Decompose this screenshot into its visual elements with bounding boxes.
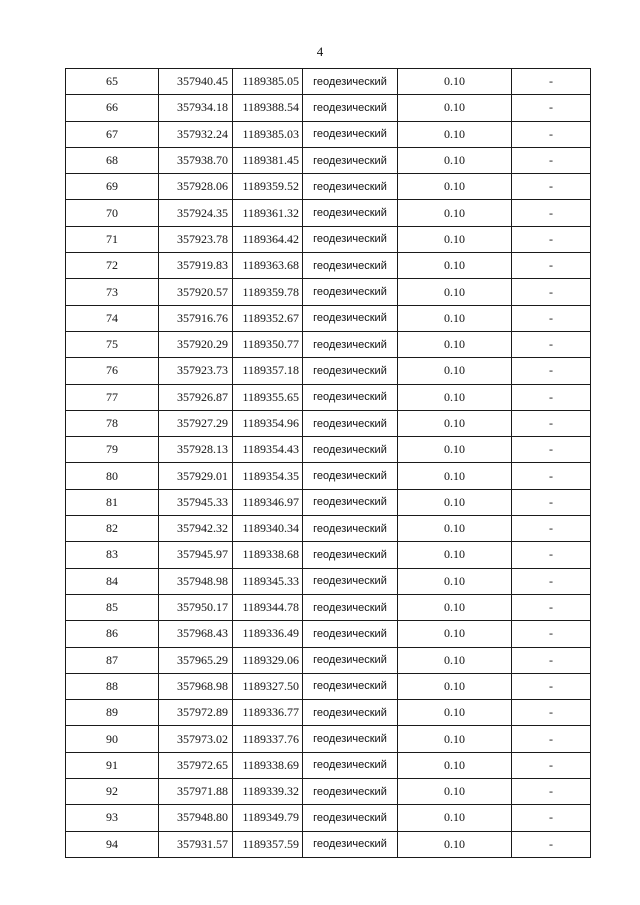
method-cell: геодезический bbox=[303, 779, 398, 805]
x-coordinate-cell: 357973.02 bbox=[159, 726, 233, 752]
x-coordinate-cell: 357924.35 bbox=[159, 200, 233, 226]
table-row bbox=[66, 779, 591, 805]
table-row bbox=[66, 647, 591, 673]
description-cell: - bbox=[512, 174, 591, 200]
y-coordinate-cell: 1189339.32 bbox=[233, 779, 303, 805]
accuracy-cell: 0.10 bbox=[398, 437, 512, 463]
method-cell: геодезический bbox=[303, 279, 398, 305]
table-row bbox=[66, 331, 591, 357]
y-coordinate-cell: 1189349.79 bbox=[233, 805, 303, 831]
x-coordinate-cell: 357931.57 bbox=[159, 831, 233, 857]
accuracy-cell: 0.10 bbox=[398, 779, 512, 805]
y-coordinate-cell: 1189327.50 bbox=[233, 673, 303, 699]
accuracy-cell: 0.10 bbox=[398, 279, 512, 305]
table-row bbox=[66, 384, 591, 410]
accuracy-cell: 0.10 bbox=[398, 805, 512, 831]
x-coordinate-cell: 357923.73 bbox=[159, 358, 233, 384]
point-number-cell: 79 bbox=[66, 437, 159, 463]
y-coordinate-cell: 1189354.96 bbox=[233, 410, 303, 436]
table-row bbox=[66, 174, 591, 200]
accuracy-cell: 0.10 bbox=[398, 410, 512, 436]
y-coordinate-cell: 1189385.05 bbox=[233, 69, 303, 95]
method-cell: геодезический bbox=[303, 752, 398, 778]
y-coordinate-cell: 1189340.34 bbox=[233, 516, 303, 542]
method-cell: геодезический bbox=[303, 253, 398, 279]
y-coordinate-cell: 1189385.03 bbox=[233, 121, 303, 147]
y-coordinate-cell: 1189346.97 bbox=[233, 489, 303, 515]
x-coordinate-cell: 357928.06 bbox=[159, 174, 233, 200]
table-row bbox=[66, 726, 591, 752]
method-cell: геодезический bbox=[303, 673, 398, 699]
description-cell: - bbox=[512, 463, 591, 489]
accuracy-cell: 0.10 bbox=[398, 673, 512, 699]
description-cell: - bbox=[512, 437, 591, 463]
x-coordinate-cell: 357938.70 bbox=[159, 147, 233, 173]
point-number-cell: 66 bbox=[66, 95, 159, 121]
accuracy-cell: 0.10 bbox=[398, 358, 512, 384]
y-coordinate-cell: 1189359.78 bbox=[233, 279, 303, 305]
description-cell: - bbox=[512, 121, 591, 147]
table-row bbox=[66, 95, 591, 121]
method-cell: геодезический bbox=[303, 463, 398, 489]
accuracy-cell: 0.10 bbox=[398, 463, 512, 489]
description-cell: - bbox=[512, 253, 591, 279]
method-cell: геодезический bbox=[303, 700, 398, 726]
description-cell: - bbox=[512, 226, 591, 252]
table-row bbox=[66, 568, 591, 594]
x-coordinate-cell: 357919.83 bbox=[159, 253, 233, 279]
point-number-cell: 74 bbox=[66, 305, 159, 331]
accuracy-cell: 0.10 bbox=[398, 700, 512, 726]
x-coordinate-cell: 357928.13 bbox=[159, 437, 233, 463]
y-coordinate-cell: 1189345.33 bbox=[233, 568, 303, 594]
description-cell: - bbox=[512, 805, 591, 831]
point-number-cell: 90 bbox=[66, 726, 159, 752]
point-number-cell: 69 bbox=[66, 174, 159, 200]
method-cell: геодезический bbox=[303, 489, 398, 515]
method-cell: геодезический bbox=[303, 174, 398, 200]
y-coordinate-cell: 1189336.77 bbox=[233, 700, 303, 726]
description-cell: - bbox=[512, 358, 591, 384]
y-coordinate-cell: 1189354.35 bbox=[233, 463, 303, 489]
accuracy-cell: 0.10 bbox=[398, 489, 512, 515]
method-cell: геодезический bbox=[303, 200, 398, 226]
x-coordinate-cell: 357926.87 bbox=[159, 384, 233, 410]
y-coordinate-cell: 1189336.49 bbox=[233, 621, 303, 647]
accuracy-cell: 0.10 bbox=[398, 726, 512, 752]
method-cell: геодезический bbox=[303, 437, 398, 463]
table-row bbox=[66, 542, 591, 568]
x-coordinate-cell: 357948.80 bbox=[159, 805, 233, 831]
y-coordinate-cell: 1189388.54 bbox=[233, 95, 303, 121]
accuracy-cell: 0.10 bbox=[398, 647, 512, 673]
accuracy-cell: 0.10 bbox=[398, 621, 512, 647]
method-cell: геодезический bbox=[303, 594, 398, 620]
x-coordinate-cell: 357965.29 bbox=[159, 647, 233, 673]
table-row bbox=[66, 805, 591, 831]
point-number-cell: 73 bbox=[66, 279, 159, 305]
point-number-cell: 68 bbox=[66, 147, 159, 173]
x-coordinate-cell: 357916.76 bbox=[159, 305, 233, 331]
table-row bbox=[66, 69, 591, 95]
accuracy-cell: 0.10 bbox=[398, 305, 512, 331]
y-coordinate-cell: 1189357.59 bbox=[233, 831, 303, 857]
x-coordinate-cell: 357920.29 bbox=[159, 331, 233, 357]
y-coordinate-cell: 1189338.68 bbox=[233, 542, 303, 568]
accuracy-cell: 0.10 bbox=[398, 200, 512, 226]
x-coordinate-cell: 357945.97 bbox=[159, 542, 233, 568]
table-row bbox=[66, 831, 591, 857]
point-number-cell: 94 bbox=[66, 831, 159, 857]
y-coordinate-cell: 1189364.42 bbox=[233, 226, 303, 252]
y-coordinate-cell: 1189381.45 bbox=[233, 147, 303, 173]
y-coordinate-cell: 1189338.69 bbox=[233, 752, 303, 778]
method-cell: геодезический bbox=[303, 358, 398, 384]
x-coordinate-cell: 357927.29 bbox=[159, 410, 233, 436]
description-cell: - bbox=[512, 568, 591, 594]
accuracy-cell: 0.10 bbox=[398, 331, 512, 357]
description-cell: - bbox=[512, 384, 591, 410]
accuracy-cell: 0.10 bbox=[398, 594, 512, 620]
point-number-cell: 84 bbox=[66, 568, 159, 594]
x-coordinate-cell: 357934.18 bbox=[159, 95, 233, 121]
point-number-cell: 82 bbox=[66, 516, 159, 542]
table-row bbox=[66, 279, 591, 305]
description-cell: - bbox=[512, 594, 591, 620]
method-cell: геодезический bbox=[303, 805, 398, 831]
y-coordinate-cell: 1189361.32 bbox=[233, 200, 303, 226]
method-cell: геодезический bbox=[303, 147, 398, 173]
method-cell: геодезический bbox=[303, 69, 398, 95]
accuracy-cell: 0.10 bbox=[398, 831, 512, 857]
method-cell: геодезический bbox=[303, 516, 398, 542]
y-coordinate-cell: 1189355.65 bbox=[233, 384, 303, 410]
accuracy-cell: 0.10 bbox=[398, 516, 512, 542]
x-coordinate-cell: 357945.33 bbox=[159, 489, 233, 515]
description-cell: - bbox=[512, 673, 591, 699]
accuracy-cell: 0.10 bbox=[398, 253, 512, 279]
table-row bbox=[66, 463, 591, 489]
point-number-cell: 93 bbox=[66, 805, 159, 831]
table-row bbox=[66, 673, 591, 699]
method-cell: геодезический bbox=[303, 384, 398, 410]
description-cell: - bbox=[512, 331, 591, 357]
method-cell: геодезический bbox=[303, 95, 398, 121]
method-cell: геодезический bbox=[303, 331, 398, 357]
description-cell: - bbox=[512, 542, 591, 568]
point-number-cell: 75 bbox=[66, 331, 159, 357]
y-coordinate-cell: 1189337.76 bbox=[233, 726, 303, 752]
point-number-cell: 72 bbox=[66, 253, 159, 279]
y-coordinate-cell: 1189344.78 bbox=[233, 594, 303, 620]
description-cell: - bbox=[512, 647, 591, 673]
table-row bbox=[66, 594, 591, 620]
x-coordinate-cell: 357972.65 bbox=[159, 752, 233, 778]
y-coordinate-cell: 1189354.43 bbox=[233, 437, 303, 463]
method-cell: геодезический bbox=[303, 726, 398, 752]
point-number-cell: 67 bbox=[66, 121, 159, 147]
table-row bbox=[66, 621, 591, 647]
x-coordinate-cell: 357968.43 bbox=[159, 621, 233, 647]
x-coordinate-cell: 357950.17 bbox=[159, 594, 233, 620]
description-cell: - bbox=[512, 752, 591, 778]
description-cell: - bbox=[512, 410, 591, 436]
y-coordinate-cell: 1189359.52 bbox=[233, 174, 303, 200]
description-cell: - bbox=[512, 516, 591, 542]
point-number-cell: 92 bbox=[66, 779, 159, 805]
x-coordinate-cell: 357971.88 bbox=[159, 779, 233, 805]
point-number-cell: 91 bbox=[66, 752, 159, 778]
method-cell: геодезический bbox=[303, 647, 398, 673]
point-number-cell: 87 bbox=[66, 647, 159, 673]
x-coordinate-cell: 357920.57 bbox=[159, 279, 233, 305]
x-coordinate-cell: 357932.24 bbox=[159, 121, 233, 147]
description-cell: - bbox=[512, 69, 591, 95]
x-coordinate-cell: 357929.01 bbox=[159, 463, 233, 489]
description-cell: - bbox=[512, 831, 591, 857]
x-coordinate-cell: 357968.98 bbox=[159, 673, 233, 699]
table-row bbox=[66, 700, 591, 726]
table-row bbox=[66, 410, 591, 436]
table-row bbox=[66, 516, 591, 542]
description-cell: - bbox=[512, 147, 591, 173]
point-number-cell: 89 bbox=[66, 700, 159, 726]
x-coordinate-cell: 357948.98 bbox=[159, 568, 233, 594]
accuracy-cell: 0.10 bbox=[398, 384, 512, 410]
description-cell: - bbox=[512, 700, 591, 726]
coordinates-table-body bbox=[66, 69, 591, 858]
accuracy-cell: 0.10 bbox=[398, 69, 512, 95]
y-coordinate-cell: 1189352.67 bbox=[233, 305, 303, 331]
table-row bbox=[66, 305, 591, 331]
x-coordinate-cell: 357923.78 bbox=[159, 226, 233, 252]
y-coordinate-cell: 1189357.18 bbox=[233, 358, 303, 384]
point-number-cell: 70 bbox=[66, 200, 159, 226]
y-coordinate-cell: 1189363.68 bbox=[233, 253, 303, 279]
accuracy-cell: 0.10 bbox=[398, 121, 512, 147]
point-number-cell: 85 bbox=[66, 594, 159, 620]
table-row bbox=[66, 358, 591, 384]
method-cell: геодезический bbox=[303, 542, 398, 568]
point-number-cell: 77 bbox=[66, 384, 159, 410]
description-cell: - bbox=[512, 279, 591, 305]
accuracy-cell: 0.10 bbox=[398, 568, 512, 594]
point-number-cell: 65 bbox=[66, 69, 159, 95]
method-cell: геодезический bbox=[303, 621, 398, 647]
x-coordinate-cell: 357972.89 bbox=[159, 700, 233, 726]
point-number-cell: 76 bbox=[66, 358, 159, 384]
method-cell: геодезический bbox=[303, 410, 398, 436]
table-row bbox=[66, 147, 591, 173]
table-row bbox=[66, 226, 591, 252]
point-number-cell: 81 bbox=[66, 489, 159, 515]
y-coordinate-cell: 1189350.77 bbox=[233, 331, 303, 357]
method-cell: геодезический bbox=[303, 305, 398, 331]
accuracy-cell: 0.10 bbox=[398, 147, 512, 173]
table-row bbox=[66, 489, 591, 515]
accuracy-cell: 0.10 bbox=[398, 95, 512, 121]
method-cell: геодезический bbox=[303, 568, 398, 594]
table-row bbox=[66, 121, 591, 147]
description-cell: - bbox=[512, 621, 591, 647]
accuracy-cell: 0.10 bbox=[398, 226, 512, 252]
point-number-cell: 80 bbox=[66, 463, 159, 489]
description-cell: - bbox=[512, 726, 591, 752]
description-cell: - bbox=[512, 95, 591, 121]
x-coordinate-cell: 357942.32 bbox=[159, 516, 233, 542]
accuracy-cell: 0.10 bbox=[398, 542, 512, 568]
table-row bbox=[66, 752, 591, 778]
coordinates-table bbox=[65, 68, 591, 858]
point-number-cell: 71 bbox=[66, 226, 159, 252]
accuracy-cell: 0.10 bbox=[398, 752, 512, 778]
description-cell: - bbox=[512, 200, 591, 226]
description-cell: - bbox=[512, 779, 591, 805]
point-number-cell: 83 bbox=[66, 542, 159, 568]
point-number-cell: 78 bbox=[66, 410, 159, 436]
point-number-cell: 86 bbox=[66, 621, 159, 647]
description-cell: - bbox=[512, 489, 591, 515]
page-number: 4 bbox=[316, 44, 324, 59]
table-row bbox=[66, 437, 591, 463]
method-cell: геодезический bbox=[303, 226, 398, 252]
method-cell: геодезический bbox=[303, 121, 398, 147]
point-number-cell: 88 bbox=[66, 673, 159, 699]
table-row bbox=[66, 253, 591, 279]
method-cell: геодезический bbox=[303, 831, 398, 857]
accuracy-cell: 0.10 bbox=[398, 174, 512, 200]
table-row bbox=[66, 200, 591, 226]
y-coordinate-cell: 1189329.06 bbox=[233, 647, 303, 673]
x-coordinate-cell: 357940.45 bbox=[159, 69, 233, 95]
description-cell: - bbox=[512, 305, 591, 331]
